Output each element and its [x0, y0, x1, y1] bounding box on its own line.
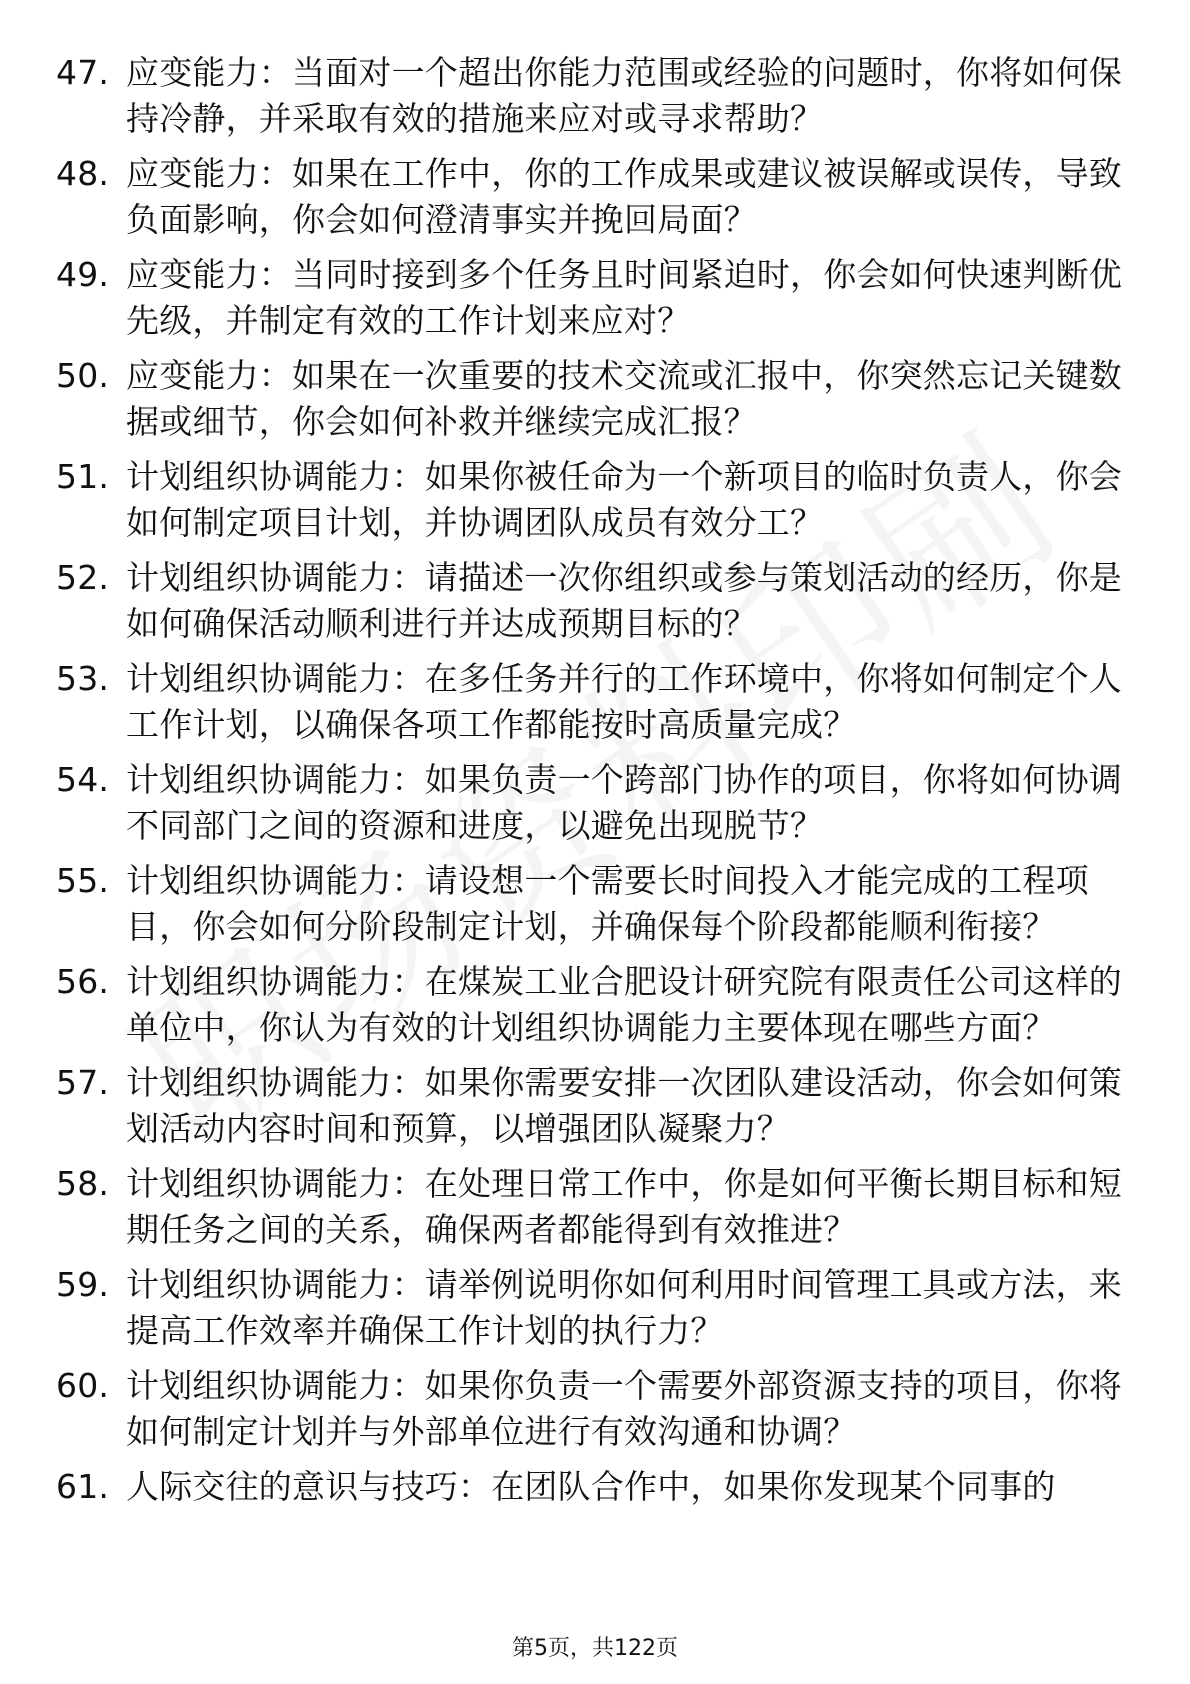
question-text: 应变能力：当面对一个超出你能力范围或经验的问题时，你将如何保持冷静，并采取有效的措施来应对或寻求帮助？	[126, 53, 1122, 138]
question-number: 54.	[56, 760, 110, 799]
question-number: 58.	[56, 1164, 110, 1203]
question-number: 49.	[56, 255, 110, 294]
question-text: 计划组织协调能力：如果你需要安排一次团队建设活动，你会如何策划活动内容时间和预算，以增强团队凝聚力？	[126, 1063, 1122, 1148]
question-number: 57.	[56, 1063, 110, 1102]
question-text: 计划组织协调能力：如果你被任命为一个新项目的临时负责人，你会如何制定项目计划，并协调团队成员有效分工？	[126, 457, 1122, 542]
question-item-47	[56, 50, 1136, 142]
question-item-50	[56, 353, 1136, 445]
question-number: 61.	[56, 1467, 110, 1506]
question-number: 55.	[56, 861, 110, 900]
question-item-54	[56, 757, 1136, 849]
question-text: 应变能力：当同时接到多个任务且时间紧迫时，你会如何快速判断优先级，并制定有效的工作计划来应对？	[126, 255, 1122, 340]
question-text: 计划组织协调能力：如果负责一个跨部门协作的项目，你将如何协调不同部门之间的资源和进度，以避免出现脱节？	[126, 760, 1122, 845]
question-text: 应变能力：如果在工作中，你的工作成果或建议被误解或误传，导致负面影响，你会如何澄清事实并挽回局面？	[126, 154, 1122, 239]
question-number: 56.	[56, 962, 110, 1001]
question-text: 计划组织协调能力：在煤炭工业合肥设计研究院有限责任公司这样的单位中，你认为有效的计划组织协调能力主要体现在哪些方面？	[126, 962, 1122, 1047]
question-text: 计划组织协调能力：在处理日常工作中，你是如何平衡长期目标和短期任务之间的关系，确保两者都能得到有效推进？	[126, 1164, 1122, 1249]
question-number: 47.	[56, 53, 110, 92]
question-item-52	[56, 555, 1136, 647]
question-text: 人际交往的意识与技巧：在团队合作中，如果你发现某个同事的	[126, 1467, 1056, 1506]
question-text: 计划组织协调能力：如果你负责一个需要外部资源支持的项目，你将如何制定计划并与外部单位进行有效沟通和协调？	[126, 1366, 1122, 1451]
question-number: 53.	[56, 659, 110, 698]
question-item-51	[56, 454, 1136, 546]
question-number: 50.	[56, 356, 110, 395]
question-number: 52.	[56, 558, 110, 597]
question-item-56	[56, 959, 1136, 1051]
question-number: 51.	[56, 457, 110, 496]
question-number: 60.	[56, 1366, 110, 1405]
question-item-55	[56, 858, 1136, 950]
question-item-48	[56, 151, 1136, 243]
page-footer: 第5页，共122页	[512, 1636, 678, 1661]
question-item-60	[56, 1363, 1136, 1455]
question-text: 计划组织协调能力：请设想一个需要长时间投入才能完成的工程项目，你会如何分阶段制定计划，并确保每个阶段都能顺利衔接？	[126, 861, 1089, 946]
question-item-58	[56, 1161, 1136, 1253]
question-number: 48.	[56, 154, 110, 193]
question-item-57	[56, 1060, 1136, 1152]
question-item-53	[56, 656, 1136, 748]
question-item-61	[56, 1464, 1136, 1510]
question-item-49	[56, 252, 1136, 344]
question-number: 59.	[56, 1265, 110, 1304]
question-list	[56, 50, 1136, 1519]
question-text: 应变能力：如果在一次重要的技术交流或汇报中，你突然忘记关键数据或细节，你会如何补救并继续完成汇报？	[126, 356, 1122, 441]
question-item-59	[56, 1262, 1136, 1354]
question-text: 计划组织协调能力：在多任务并行的工作环境中，你将如何制定个人工作计划，以确保各项工作都能按时高质量完成？	[126, 659, 1122, 744]
question-text: 计划组织协调能力：请描述一次你组织或参与策划活动的经历，你是如何确保活动顺利进行并达成预期目标的？	[126, 558, 1122, 643]
question-text: 计划组织协调能力：请举例说明你如何利用时间管理工具或方法，来提高工作效率并确保工作计划的执行力？	[126, 1265, 1122, 1350]
